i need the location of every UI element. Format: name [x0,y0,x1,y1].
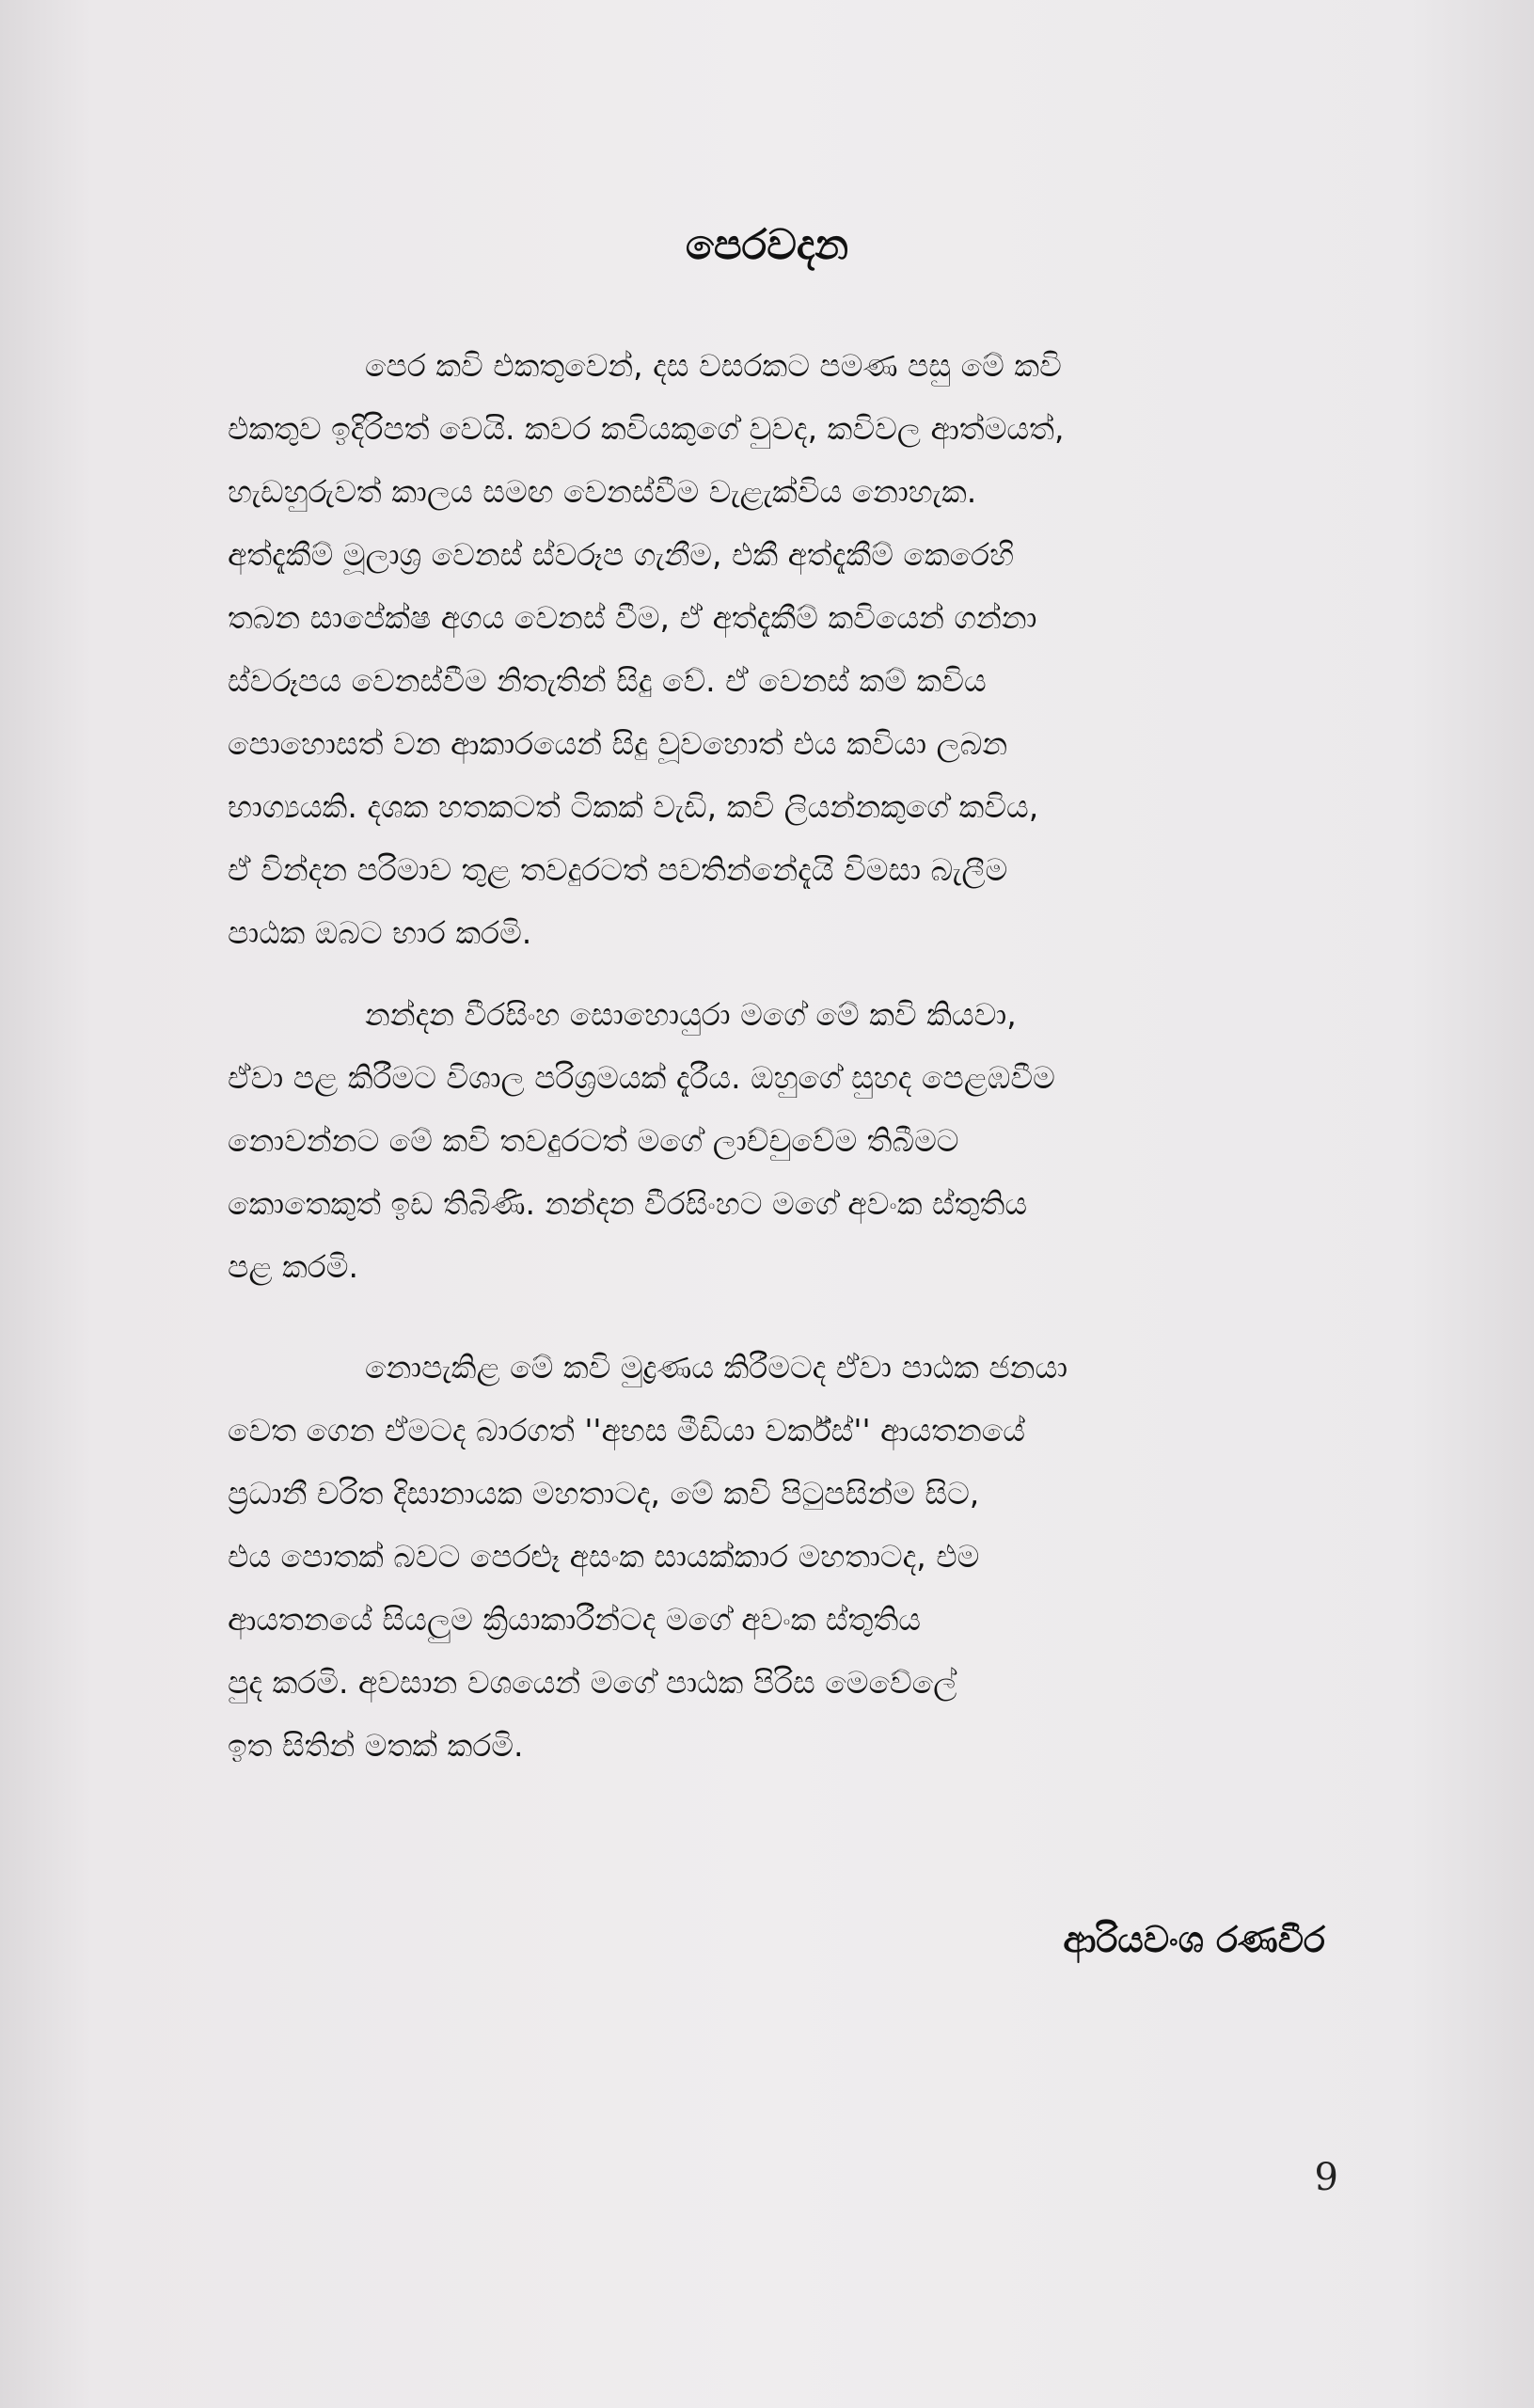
paragraph-line: හැඩහුරුවත් කාලය සමඟ වෙනස්වීම වැළැක්විය නොහැක. [228,473,977,510]
paragraph-line: ප්‍රධානී චරිත දිසානායක මහතාටද, මේ කවි පිටුපසින්ම සිට, [228,1475,980,1512]
paragraph-line: ස්වරූපය වෙනස්වීම නිතැතින් සිදු වේ. ඒ වෙනස් කම් කවිය [228,662,987,699]
paragraph-line: එය පොතක් බවට පෙරළූ අසංක සායක්කාර මහතාටද, එම [228,1538,980,1575]
paragraph-line: තබන සාපේක්ෂ අගය වෙනස් වීම, ඒ අත්දැකීම් කවියෙන් ගන්නා [228,599,1037,636]
paragraph-line: නන්දන වීරසිංහ සොහොයුරා මගේ මේ කවි කියවා, [365,996,1017,1033]
author-signature: ආරියවංශ රණවීර [1063,1919,1325,1960]
page-title: පෙරවදන [685,221,849,269]
paragraph-line: එකතුව ඉදිරිපත් වෙයි. කවර කවියකුගේ වුවද, කවිවල ආත්මයත්, [228,410,1065,447]
paragraph-line: පොහොසත් වන ආකාරයෙන් සිදු වූවහොත් එය කවියා ලබන [228,725,1008,762]
paragraph-line: පළ කරමි. [228,1248,358,1285]
paragraph-line: ඒ වින්දන පරිමාව තුළ තවදුරටත් පවතින්නේදැයි විමසා බැලීම [228,851,1008,888]
paragraph-line: නොපැකිළ මේ කවි මුද්‍රණය කිරීමටද ඒවා පාඨක ජනයා [365,1349,1068,1386]
paragraph-line: අත්දැකීම් මූලාශ්‍ර වෙනස් ස්වරූප ගැනීම, එකී අත්දැකීම් කෙරෙහි [228,536,1015,573]
paragraph-3 [228,1336,1337,1777]
paragraph-line: ඉත සිතින් මතක් කරමි. [228,1727,524,1764]
paragraph-line: පුද කරමි. අවසාන වශයෙන් මගේ පාඨක පිරිස මෙවේලේ [228,1664,957,1701]
paragraph-line: පාඨක ඔබට භාර කරමි. [228,914,532,951]
paragraph-line: පෙර කවි එකතුවෙන්, දස වසරකට පමණ පසු මේ කවි [365,347,1062,384]
paragraph-line: කොතෙකුත් ඉඩ තිබිණි. නන්දන වීරසිංහට මගේ අවංක ස්තුතිය [228,1185,1028,1222]
paragraph-line: ඒවා පළ කිරීමට විශාල පරිශ්‍රමයක් දැරීය. ඔහුගේ සුහද පෙළඹවීම [228,1059,1055,1096]
paragraph-1 [228,334,1337,964]
paragraph-line: නොවන්නට මේ කවි තවදුරටත් මගේ ලාච්චුවේම තිබීමට [228,1122,959,1159]
paragraph-line: ආයතනයේ සියලුම ක්‍රියාකාරීන්ටද මගේ අවංක ස්තුතිය [228,1601,921,1638]
paragraph-line: භාග්‍යයකි. දශක හතකටත් ටිකක් වැඩි, කවි ලියන්නකුගේ කවිය, [228,788,1039,825]
page-number: 9 [1314,2156,1338,2199]
paragraph-2 [228,983,1337,1298]
paragraph-line: වෙත ගෙන ඒමටද බාරගත් ''අභස මීඩියා වර්ක්ස්'' ආයතනයේ [228,1412,1025,1449]
